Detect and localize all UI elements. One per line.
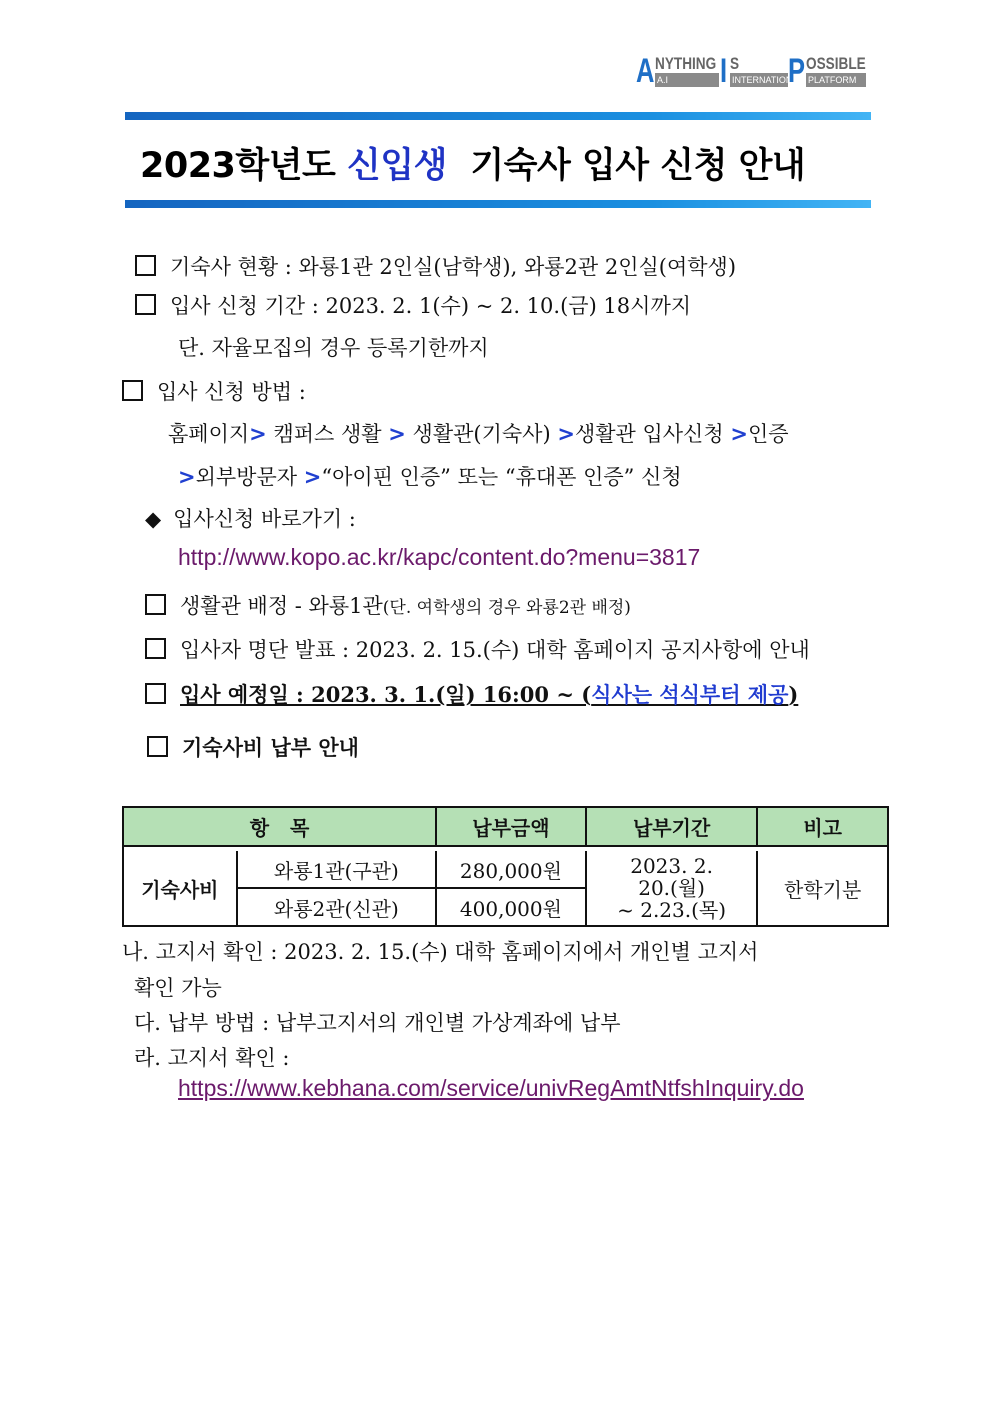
shortcut-label: ◆ 입사신청 바로가기 : xyxy=(145,507,356,531)
checkbox-icon xyxy=(145,683,166,704)
checkbox-icon xyxy=(122,380,143,401)
logo-bar-a: A.I xyxy=(655,73,719,87)
chevron-right-icon: > xyxy=(730,422,748,446)
checkbox-icon xyxy=(135,255,156,276)
checkbox-icon xyxy=(145,594,166,615)
title-top-bar xyxy=(125,112,871,120)
title-accent: 신입생 xyxy=(347,146,447,186)
building-name: 와룡2관(신관) xyxy=(237,888,436,926)
fee-table xyxy=(122,806,889,927)
dorm-status: 기숙사 현황 : 와룡1관 2인실(남학생), 와룡2관 2인실(여학생) xyxy=(135,251,736,281)
api-logo xyxy=(636,52,868,90)
chevron-right-icon: > xyxy=(303,465,322,489)
apply-method: 입사 신청 방법 : xyxy=(122,376,306,406)
table-header-row xyxy=(123,807,888,846)
building-name: 와룡1관(구관) xyxy=(237,851,436,888)
apply-path-line2: >외부방문자 >“아이핀 인증” 또는 “휴대폰 인증” 신청 xyxy=(178,465,682,489)
chevron-right-icon: > xyxy=(249,422,267,446)
apply-period: 입사 신청 기간 : 2023. 2. 1(수) ~ 2. 10.(금) 18시까지 xyxy=(135,290,691,320)
logo-word-p: OSSIBLE xyxy=(806,54,866,73)
header-period: 납부기간 xyxy=(586,807,758,846)
logo-bar-i: INTERNATIONAL xyxy=(732,75,804,85)
payment-period: 2023. 2. 20.(월) ~ 2.23.(목) xyxy=(586,851,758,926)
move-in-date: 입사 예정일 : 2023. 3. 1.(일) 16:00 ~ (식사는 석식부터 제공) xyxy=(145,679,798,709)
logo-bar-p: PLATFORM xyxy=(806,73,866,87)
fee-category: 기숙사비 xyxy=(123,851,237,926)
checkbox-icon xyxy=(145,638,166,659)
chevron-right-icon: > xyxy=(178,465,196,489)
logo-word-a: NYTHING xyxy=(655,54,717,73)
table-row xyxy=(123,851,888,888)
notice-lookup: 라. 고지서 확인 : xyxy=(134,1046,290,1070)
title-bottom-bar xyxy=(125,200,871,208)
page-title: 2023학년도 신입생 기숙사 입사 신청 안내 xyxy=(140,146,806,186)
dorm-assignment: 생활관 배정 - 와룡1관(단. 여학생의 경우 와룡2관 배정) xyxy=(145,590,631,620)
announcement: 입사자 명단 발표 : 2023. 2. 15.(수) 대학 홈페이지 공지사항에 안내 xyxy=(145,634,810,664)
header-item: 항 목 xyxy=(123,807,436,846)
shortcut-link[interactable]: http://www.kopo.ac.kr/kapc/content.do?menu=3817 xyxy=(178,544,701,570)
diamond-bullet-icon: ◆ xyxy=(145,507,162,531)
meal-note: 식사는 석식부터 제공 xyxy=(591,682,789,707)
notice-check: 나. 고지서 확인 : 2023. 2. 15.(수) 대학 홈페이지에서 개인별 고지서 xyxy=(122,940,759,964)
fee-amount: 280,000원 xyxy=(436,851,586,888)
fee-amount: 400,000원 xyxy=(436,888,586,926)
chevron-right-icon: > xyxy=(557,422,575,446)
payment-method: 다. 납부 방법 : 납부고지서의 개인별 가상계좌에 납부 xyxy=(134,1011,621,1035)
header-note: 비고 xyxy=(757,807,888,846)
fee-heading: 기숙사비 납부 안내 xyxy=(147,732,359,762)
notice-check-cont: 확인 가능 xyxy=(134,976,222,1000)
kebhana-link[interactable]: https://www.kebhana.com/service/univRegAmtNtfshInquiry.do xyxy=(178,1075,804,1101)
chevron-right-icon: > xyxy=(388,422,406,446)
logo-letter-a: A xyxy=(636,52,655,90)
logo-word-i: S xyxy=(730,54,740,73)
logo-letter-p: P xyxy=(788,52,806,90)
checkbox-icon xyxy=(147,736,168,757)
apply-path-line1: 홈페이지> 캠퍼스 생활 > 생활관(기숙사) >생활관 입사신청 >인증 xyxy=(168,422,789,446)
fee-note: 한학기분 xyxy=(757,851,888,926)
apply-period-note: 단. 자율모집의 경우 등록기한까지 xyxy=(178,336,489,360)
logo-letter-i: I xyxy=(720,52,728,90)
checkbox-icon xyxy=(135,294,156,315)
header-amount: 납부금액 xyxy=(436,807,586,846)
